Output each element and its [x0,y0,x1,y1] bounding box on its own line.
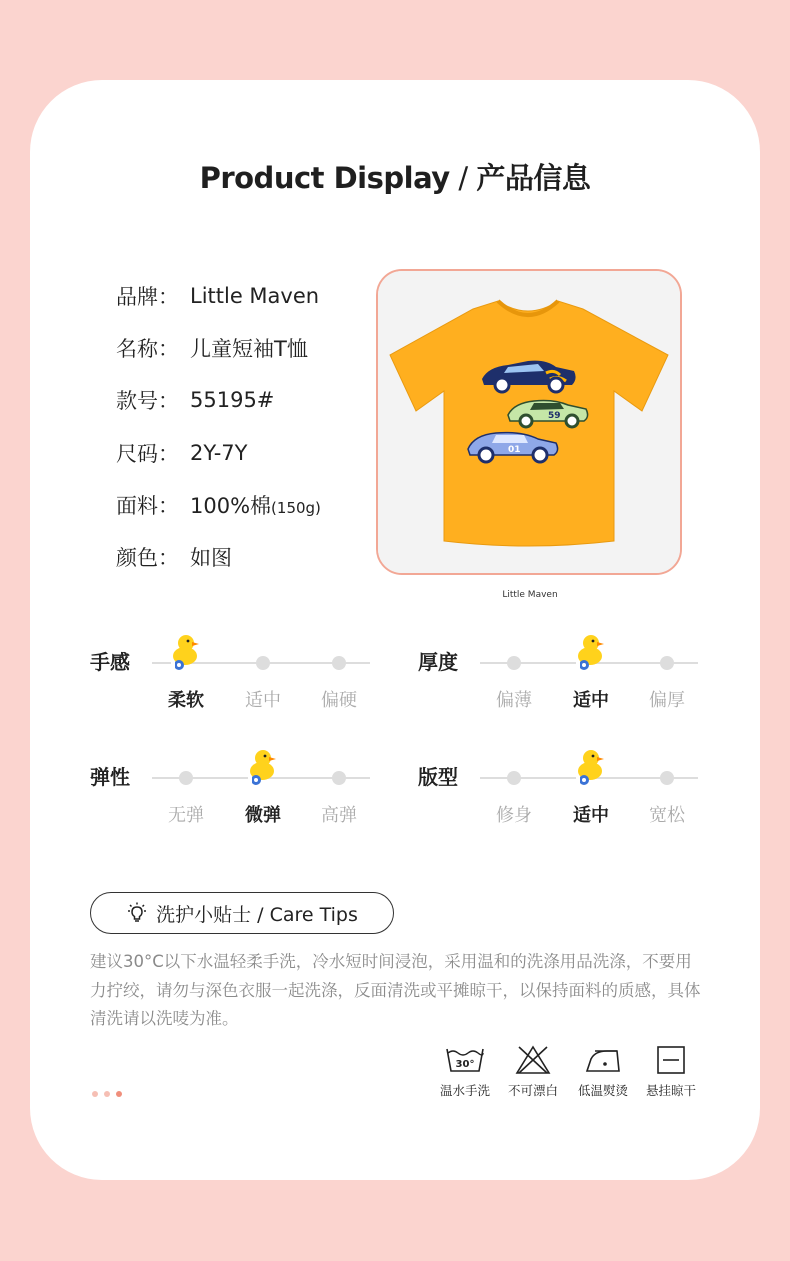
spec-row-color [116,531,321,583]
spec-key: 名称： [116,337,179,362]
care-symbol-wash [430,1045,500,1099]
duck-marker-icon [168,632,204,670]
scale-dot [179,771,193,785]
scale-dot [332,656,346,670]
scale-dot [332,771,346,785]
scale-option: 偏硬 [321,690,357,711]
scale-option: 偏薄 [496,690,532,711]
care-tips-pill [90,892,394,934]
spec-key: 尺码： [116,441,179,466]
spec-value-weight: (150g) [271,498,321,517]
scale-label: 手感 [90,650,130,674]
scale-fit [418,765,708,835]
title-cn: 产品信息 [476,161,591,195]
scale-option: 适中 [573,805,609,826]
svg-text:30°: 30° [455,1059,475,1070]
page-title [0,156,790,197]
car-number-01: 01 [508,445,521,455]
product-photo [376,269,682,575]
duck-marker-icon [573,747,609,785]
hang-dry-icon [651,1045,691,1075]
spec-value: 儿童短袖T恤 [190,337,308,362]
care-symbol-label: 不可漂白 [507,1083,558,1098]
spec-row-fabric [116,479,321,531]
care-symbol-label: 温水手洗 [439,1083,490,1098]
scale-option: 修身 [496,805,532,826]
scale-option: 高弹 [321,805,357,826]
scale-dot [660,771,674,785]
spec-row-brand [116,270,321,322]
care-symbol-iron [568,1045,638,1099]
spec-row-style-no [116,374,321,426]
spec-list [116,270,321,583]
spec-key: 颜色： [116,546,179,571]
spec-value-main: 100%棉 [190,493,272,518]
low-iron-icon [583,1045,623,1075]
scale-option: 无弹 [168,805,204,826]
scale-option: 微弹 [245,805,281,826]
care-instructions: 建议30°C以下水温轻柔手洗，冷水短时间浸泡，采用温和的洗涤用品洗涤，不要用力拧绞，请勿与深色衣服一起洗涤，反面清洗或平摊晾干，以保持面料的质感，具体清洗请以洗唛为准。 [90,952,701,1028]
scale-dot [256,656,270,670]
spec-value: 55195# [190,388,275,413]
title-separator: / [449,161,477,195]
no-bleach-icon [513,1045,553,1075]
scale-dot [660,656,674,670]
photo-caption: Little Maven [502,590,558,600]
scale-option: 宽松 [649,805,685,826]
spec-row-name [116,322,321,374]
care-symbol-label: 低温熨烫 [577,1083,628,1098]
care-symbol-bleach [498,1045,568,1099]
wash-30-icon [445,1045,485,1075]
scale-option: 适中 [245,690,281,711]
spec-value: 2Y-7Y [190,440,248,465]
scale-option: 适中 [573,690,609,711]
scale-label: 厚度 [418,650,458,674]
spec-key: 品牌： [116,285,179,310]
decorative-dots [92,1091,122,1097]
spec-row-size [116,427,321,479]
scale-option: 柔软 [168,690,204,711]
scale-hand-feel [90,650,380,720]
care-tips-label: 洗护小贴士 / Care Tips [156,903,358,926]
scale-elasticity [90,765,380,835]
spec-value: 如图 [190,546,232,571]
scale-label: 版型 [418,765,458,789]
spec-value [190,490,321,520]
spec-key: 款号： [116,389,179,414]
spec-value: Little Maven [190,284,320,309]
scale-dot [507,771,521,785]
title-en: Product Display [199,161,450,195]
car-number-59: 59 [548,411,561,421]
scale-label: 弹性 [90,765,130,789]
duck-marker-icon [245,747,281,785]
care-symbol-dry [636,1045,706,1099]
scale-option: 偏厚 [649,690,685,711]
duck-marker-icon [573,632,609,670]
scale-dot [507,656,521,670]
care-symbols [430,1045,710,1115]
spec-key: 面料： [116,493,179,518]
tshirt-image [378,271,680,573]
scale-thickness [418,650,708,720]
care-symbol-label: 悬挂晾干 [645,1083,696,1098]
lightbulb-icon [126,902,148,924]
